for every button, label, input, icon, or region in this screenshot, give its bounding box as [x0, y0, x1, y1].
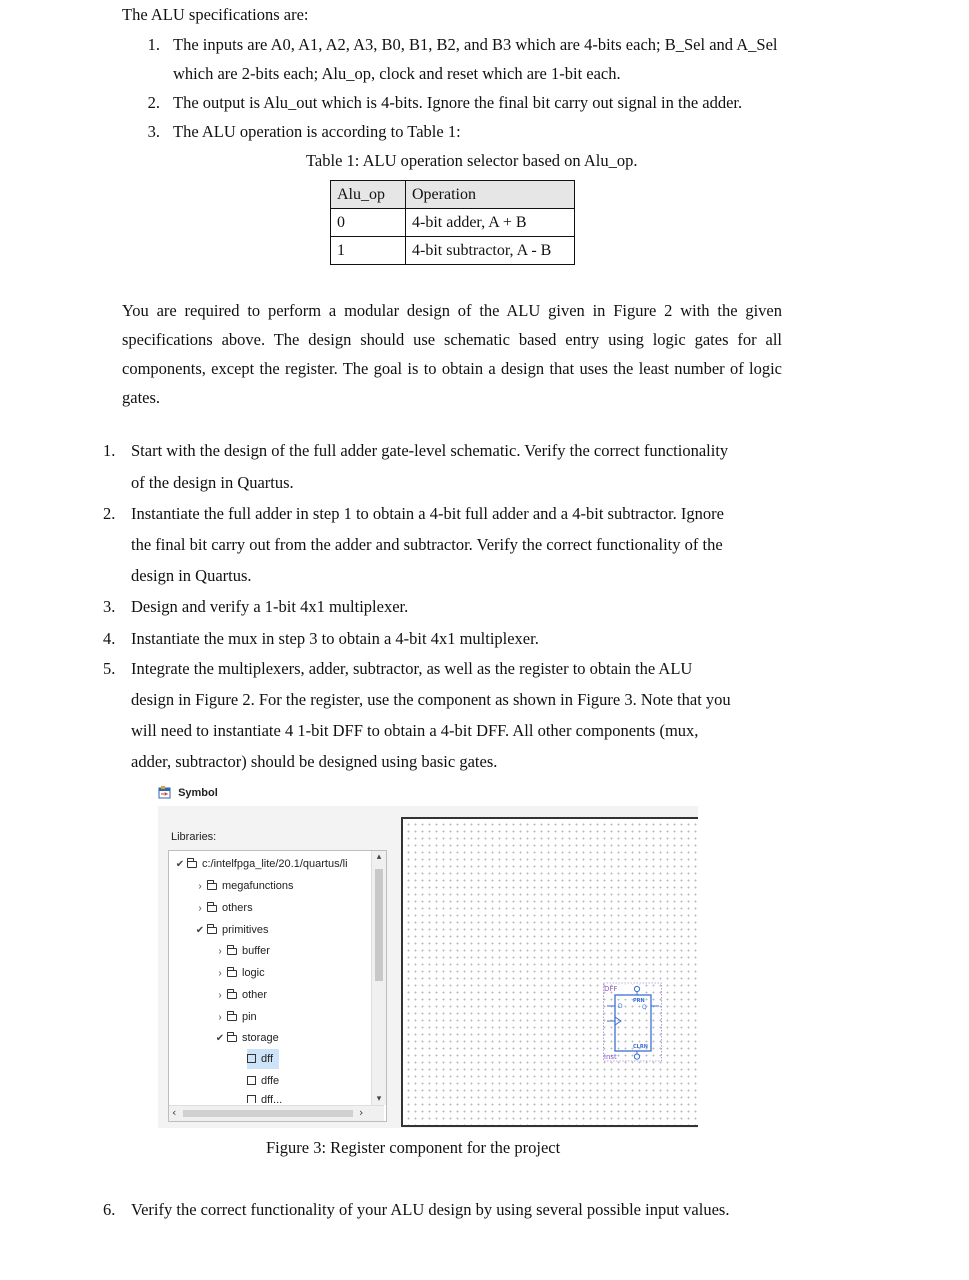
- step-5-line-4: adder, subtractor) should be designed using basic gates.: [131, 752, 498, 771]
- chevron-right-icon[interactable]: ›: [218, 968, 222, 979]
- step-4-line-1: Instantiate the mux in step 3 to obtain a 4-bit 4x1 multiplexer.: [131, 629, 539, 648]
- table-cell: 4-bit subtractor, A - B: [406, 237, 575, 265]
- step-3-line-1: Design and verify a 1-bit 4x1 multiplexer.: [131, 597, 409, 616]
- scroll-right-icon[interactable]: ›: [359, 1106, 364, 1119]
- step-2-line-3: design in Quartus.: [131, 566, 252, 585]
- tree-item-dff-partial[interactable]: dff...: [247, 1093, 282, 1103]
- table-header-row: [331, 181, 575, 209]
- symbol-window-title-bar: [158, 784, 218, 802]
- scrollbar-thumb[interactable]: [183, 1110, 353, 1117]
- tree-item-logic[interactable]: › logic: [213, 963, 265, 983]
- folder-open-icon: [187, 861, 197, 868]
- step-1-number: 1.: [103, 441, 116, 460]
- folder-icon: [227, 970, 237, 977]
- folder-open-icon: [207, 927, 217, 934]
- chevron-down-icon[interactable]: ✔: [215, 1033, 225, 1044]
- table-caption: Table 1: ALU operation selector based on Alu_op.: [306, 151, 638, 170]
- dff-d-label: D: [618, 1003, 623, 1010]
- spec-3-number: 3.: [147, 122, 160, 141]
- paragraph-line: specifications above. The design should use schematic based entry using logic gates for all: [122, 330, 782, 349]
- spec-1-line-2: which are 2-bits each; Alu_op, clock and reset which are 1-bit each.: [173, 64, 621, 83]
- spec-2-line-1: The output is Alu_out which is 4-bits. Ignore the final bit carry out signal in the adder.: [173, 93, 743, 112]
- folder-icon: [207, 905, 217, 912]
- scroll-down-icon[interactable]: ▾: [376, 1094, 382, 1104]
- dff-symbol-name: DFF: [604, 985, 618, 993]
- alu-op-table: [330, 180, 575, 265]
- step-6-text: Verify the correct functionality of your ALU design by using several possible input values.: [131, 1200, 730, 1219]
- library-tree-panel[interactable]: [168, 850, 387, 1122]
- step-1-line-2: of the design in Quartus.: [131, 473, 294, 492]
- symbol-window-title: Symbol: [178, 787, 218, 799]
- chevron-right-icon[interactable]: ›: [198, 881, 202, 892]
- tree-item-other[interactable]: › other: [213, 985, 267, 1005]
- table-cell: 4-bit adder, A + B: [406, 209, 575, 237]
- step-5-line-1: Integrate the multiplexers, adder, subtractor, as well as the register to obtain the ALU: [131, 659, 693, 678]
- chevron-right-icon[interactable]: ›: [218, 1012, 222, 1023]
- dff-symbol-icon: [247, 1095, 256, 1103]
- tree-item-others[interactable]: › others: [193, 898, 253, 918]
- tree-item-storage[interactable]: ✔ storage: [213, 1028, 279, 1048]
- dff-inst-label: inst: [604, 1053, 617, 1061]
- step-5-number: 5.: [103, 659, 116, 678]
- step-3-number: 3.: [103, 597, 116, 616]
- chevron-down-icon[interactable]: ✔: [195, 925, 205, 936]
- spec-2-number: 2.: [147, 93, 160, 112]
- scrollbar-thumb[interactable]: [375, 869, 383, 981]
- spec-3-line-1: The ALU operation is according to Table 1:: [173, 122, 461, 141]
- paragraph-line: gates.: [122, 388, 161, 407]
- tree-item-megafunctions[interactable]: › megafunctions: [193, 876, 294, 896]
- step-5-line-3: will need to instantiate 4 1-bit DFF to obtain a 4-bit DFF. All other components (mux,: [131, 721, 699, 740]
- table-header-alu-op: Alu_op: [331, 181, 406, 209]
- paragraph-line: components, except the register. The goal is to obtain a design that uses the least number of logic: [122, 359, 782, 378]
- folder-icon: [207, 883, 217, 890]
- table-cell: 1: [331, 237, 406, 265]
- specs-intro: The ALU specifications are:: [122, 5, 309, 24]
- spec-1-number: 1.: [147, 35, 160, 54]
- chevron-down-icon[interactable]: ✔: [175, 859, 185, 870]
- dff-pre-label: PRN: [633, 998, 645, 1004]
- table-row: [331, 237, 575, 265]
- step-4-number: 4.: [103, 629, 116, 648]
- table-header-operation: Operation: [406, 181, 575, 209]
- dff-symbol-icon: [247, 1076, 256, 1085]
- tree-item-dffe[interactable]: dffe: [247, 1071, 279, 1091]
- design-paragraph: [122, 296, 782, 412]
- scroll-up-icon[interactable]: ▴: [376, 852, 382, 862]
- tree-item-root[interactable]: ✔ c:/intelfpga_lite/20.1/quartus/li: [173, 854, 348, 874]
- step-5-line-2: design in Figure 2. For the register, use the component as shown in Figure 3. Note that you: [131, 690, 731, 709]
- folder-open-icon: [227, 1035, 237, 1042]
- folder-icon: [227, 948, 237, 955]
- step-2-line-2: the final bit carry out from the adder and subtractor. Verify the correct functionality of the: [131, 535, 723, 554]
- dff-symbol: [603, 981, 713, 1067]
- step-1-line-1: Start with the design of the full adder gate-level schematic. Verify the correct functionality: [131, 441, 729, 460]
- tree-item-buffer[interactable]: › buffer: [213, 941, 270, 961]
- table-cell: 0: [331, 209, 406, 237]
- tree-item-primitives[interactable]: ✔ primitives: [193, 920, 268, 940]
- dff-symbol-icon: [247, 1054, 256, 1063]
- dff-clrn-label: CLRN: [633, 1044, 648, 1050]
- folder-icon: [227, 992, 237, 999]
- chevron-right-icon[interactable]: ›: [198, 903, 202, 914]
- step-2-number: 2.: [103, 504, 116, 523]
- symbol-preview-canvas[interactable]: [401, 817, 698, 1127]
- chevron-right-icon[interactable]: ›: [218, 990, 222, 1001]
- tree-vertical-scrollbar[interactable]: [371, 851, 386, 1105]
- tree-item-pin[interactable]: › pin: [213, 1007, 257, 1027]
- step-2-line-1: Instantiate the full adder in step 1 to obtain a 4-bit full adder and a 4-bit subtractor. Ignore: [131, 504, 724, 523]
- spec-1-line-1: The inputs are A0, A1, A2, A3, B0, B1, B2, and B3 which are 4-bits each; B_Sel and A_Sel: [173, 35, 778, 54]
- chevron-right-icon[interactable]: ›: [218, 946, 222, 957]
- paragraph-line: You are required to perform a modular design of the ALU given in Figure 2 with the given: [122, 301, 782, 320]
- scroll-left-icon[interactable]: ‹: [172, 1106, 177, 1119]
- dff-q-label: Q: [642, 1004, 647, 1011]
- tree-horizontal-scrollbar[interactable]: [169, 1105, 384, 1121]
- figure-caption: Figure 3: Register component for the project: [266, 1138, 561, 1157]
- libraries-label: Libraries:: [171, 831, 217, 843]
- tree-item-dff[interactable]: dff: [247, 1049, 279, 1069]
- folder-icon: [227, 1014, 237, 1021]
- step-6-number: 6.: [103, 1200, 116, 1219]
- symbol-window-icon: [158, 786, 172, 799]
- table-row: [331, 209, 575, 237]
